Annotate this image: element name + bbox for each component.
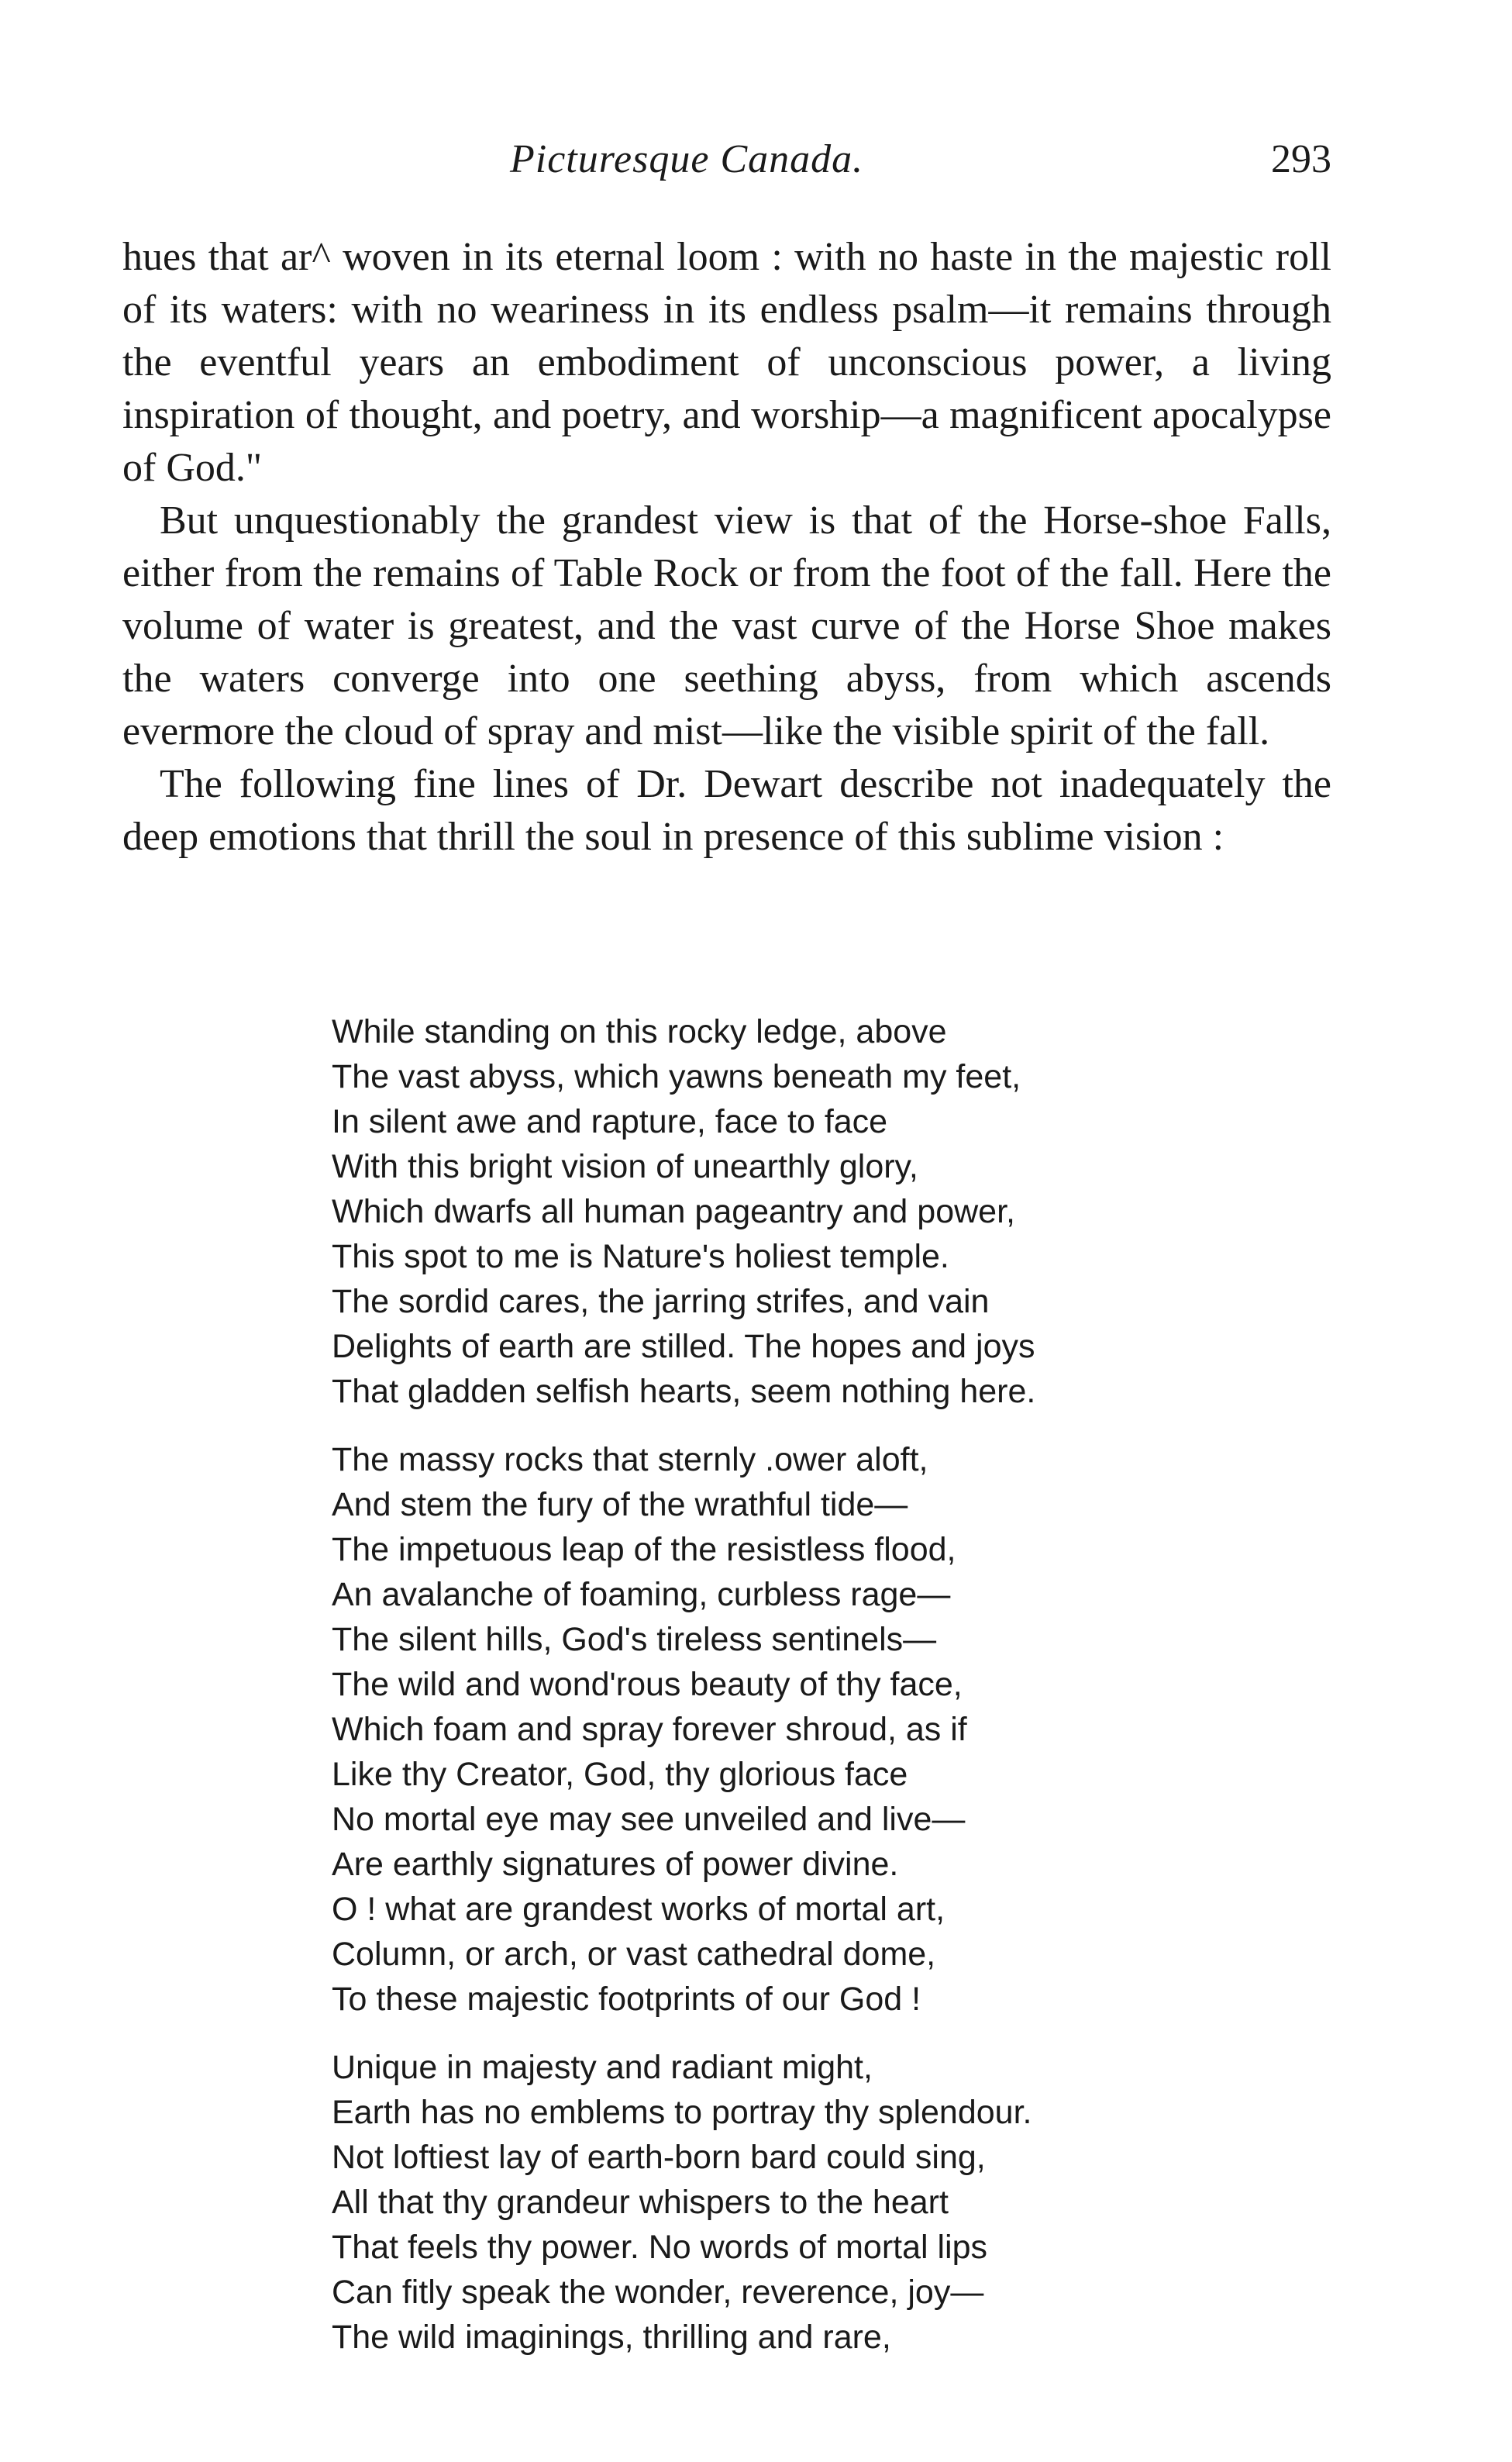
poem-line: Unique in majesty and radiant might, [332,2049,873,2086]
poem-line: Column, or arch, or vast cathedral dome, [332,1936,936,1973]
poem-line: That gladden selfish hearts, seem nothing here. [332,1373,1036,1410]
poem-line: No mortal eye may see unveiled and live— [332,1801,966,1838]
poem-line: The sordid cares, the jarring strifes, and vain [332,1283,990,1320]
running-title: Picturesque Canada. [510,137,864,181]
poem-line: And stem the fury of the wrathful tide— [332,1486,908,1523]
poem-stanza-3 [332,2045,1262,2360]
paragraph-horseshoe-falls: But unquestionably the grandest view is that of the Horse-shoe Falls, either from the remains of Table Rock or from the foot of the fall. Here the volume of water is greatest, and the vast curve of the Horse Shoe makes the waters converge into one seething abyss, from which ascends evermore the cloud of spray and mist—like the visible spirit of the fall. [122,498,1331,753]
poem-line: Can fitly speak the wonder, reverence, joy— [332,2274,984,2311]
poem-line: The wild imaginings, thrilling and rare, [332,2319,891,2356]
poem-line: While standing on this rocky ledge, above [332,1013,947,1050]
poem-line: The silent hills, God's tireless sentinels— [332,1621,937,1658]
poem-line: The massy rocks that sternly .ower aloft, [332,1441,928,1478]
poem-line: That feels thy power. No words of mortal lips [332,2229,988,2266]
paragraph-continuation: hues that ar^ woven in its eternal loom : with no haste in the majestic roll of its waters: with no weariness in its endless psalm—it remains through the eventful years an embodiment of unconscious power, a living inspiration of thought, and poetry, and worship—a magnificent apocalypse of God." [122,235,1331,490]
poem-line: Not loftiest lay of earth-born bard could sing, [332,2139,986,2176]
poem-stanza-2 [332,1437,1262,2022]
poem [332,1009,1262,2360]
poem-line: This spot to me is Nature's holiest temple. [332,1238,949,1275]
poem-line: All that thy grandeur whispers to the heart [332,2184,949,2221]
page-header [122,136,1331,198]
poem-line: Earth has no emblems to portray thy splendour. [332,2094,1032,2131]
poem-line: The impetuous leap of the resistless flood, [332,1531,956,1568]
page-number: 293 [1271,137,1331,181]
poem-line: In silent awe and rapture, face to face [332,1103,888,1140]
poem-stanza-1 [332,1009,1262,1414]
poem-line: O ! what are grandest works of mortal art, [332,1891,945,1928]
paragraph-dewart-intro: The following fine lines of Dr. Dewart describe not inadequately the deep emotions that thrill the soul in presence of this sublime vision : [122,762,1331,859]
prose-body [122,231,1331,864]
poem-line: Are earthly signatures of power divine. [332,1846,899,1883]
poem-line: Like thy Creator, God, thy glorious face [332,1756,908,1793]
poem-line: The wild and wond'rous beauty of thy face, [332,1666,963,1703]
poem-line: To these majestic footprints of our God ! [332,1981,921,2018]
poem-line: Which foam and spray forever shroud, as if [332,1711,967,1748]
poem-line: An avalanche of foaming, curbless rage— [332,1576,951,1613]
poem-line: Which dwarfs all human pageantry and power, [332,1193,1015,1230]
poem-line: The vast abyss, which yawns beneath my feet, [332,1058,1021,1095]
poem-line: Delights of earth are stilled. The hopes and joys [332,1328,1035,1365]
poem-line: With this bright vision of unearthly glory, [332,1148,918,1185]
